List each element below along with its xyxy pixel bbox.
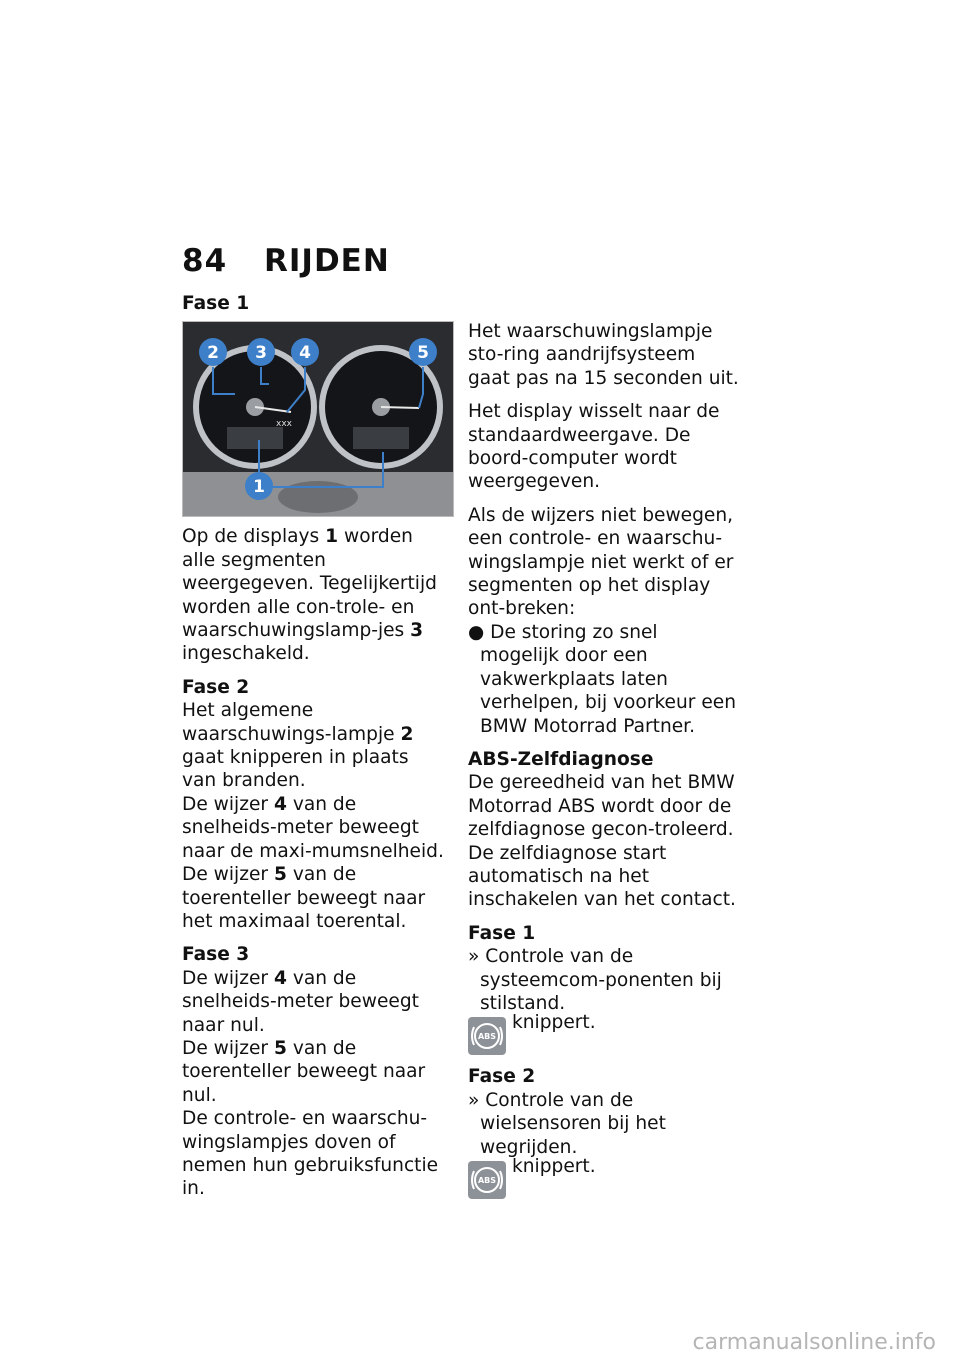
right-paragraph-2: Het display wisselt naar de standaardweergave. De boord-computer wordt weergegeven. <box>468 401 720 493</box>
svg-text:ABS: ABS <box>477 1176 497 1185</box>
fase2-heading: Fase 2 <box>182 676 250 698</box>
fase2-paragraph-3: De wijzer 5 van de toerenteller beweegt naar het maximaal toerental. <box>182 864 426 932</box>
abs-fase2-heading: Fase 2 <box>468 1066 536 1088</box>
abs-fase1-heading: Fase 1 <box>468 922 536 944</box>
fase3-paragraph-3: De controle- en waarschu-wingslampjes doven of nemen hun gebruiksfunctie in. <box>182 1108 439 1200</box>
abs-heading: ABS-Zelfdiagnose <box>468 748 654 770</box>
fase1-text: Op de displays 1 worden alle segmenten weergegeven. Tegelijkertijd worden alle con-trole- en waarschuwingslamp-jes 3 ingeschakeld. <box>182 526 437 665</box>
instrument-cluster-illustration <box>183 322 453 516</box>
abs-fase1-indicator <box>468 1012 740 1055</box>
callout-5: 5 <box>417 343 429 364</box>
fase1-heading: Fase 1 <box>182 293 250 314</box>
callout-1: 1 <box>253 477 265 498</box>
callout-3: 3 <box>255 343 267 364</box>
fase2-paragraph-2: De wijzer 4 van de snelheids-meter beweegt naar de maxi-mumsnelheid. <box>182 793 444 862</box>
abs-warning-icon <box>468 1017 506 1055</box>
right-paragraph-3: Als de wijzers niet bewegen, een controle- en waarschu-wingslampje niet werkt of er segmenten op het display ont-breken: <box>468 504 734 620</box>
abs-warning-icon <box>468 1161 506 1199</box>
abs-fase2-step: » Controle van de wielsensoren bij het wegrijden. <box>468 1089 666 1158</box>
bullet-item: ● De storing zo snel mogelijk door een vakwerkplaats laten verhelpen, bij voorkeur een BMW Motorrad Partner. <box>468 621 736 737</box>
right-paragraph-1: Het waarschuwingslampje sto-ring aandrijfsysteem gaat pas na 15 seconden uit. <box>468 321 739 389</box>
fase3-paragraph-2: De wijzer 5 van de toerenteller beweegt naar nul. <box>182 1037 426 1106</box>
abs-fase1-step: » Controle van de systeemcom-ponenten bij stilstand. <box>468 946 722 1014</box>
chapter-title: RIJDEN <box>264 243 390 279</box>
watermark: carmanualsonline.info <box>692 1330 936 1355</box>
instrument-cluster-figure <box>182 321 454 517</box>
fase3-paragraph-1: De wijzer 4 van de snelheids-meter beweegt naar nul. <box>182 967 419 1036</box>
fase3-heading: Fase 3 <box>182 944 250 966</box>
abs-text: De gereedheid van het BMW Motorrad ABS wordt door de zelfdiagnose gecon-troleerd. De zelfdiagnose start automatisch na het inschakelen van het contact. <box>468 772 736 911</box>
callout-4: 4 <box>299 343 311 364</box>
abs-fase2-indicator <box>468 1156 740 1199</box>
abs-fase1-blink: knippert. <box>512 1012 596 1034</box>
page-number: 84 <box>182 243 228 279</box>
fase2-paragraph-1: Het algemene waarschuwings-lampje 2 gaat knipperen in plaats van branden. <box>182 700 414 792</box>
left-column <box>182 292 444 1201</box>
svg-text:ABS: ABS <box>477 1032 497 1042</box>
page-header <box>182 243 390 279</box>
abs-fase2-blink: knippert. <box>512 1156 596 1177</box>
speedometer-readout: xxx <box>276 419 292 430</box>
callout-2: 2 <box>207 343 219 364</box>
right-column <box>468 320 740 1199</box>
